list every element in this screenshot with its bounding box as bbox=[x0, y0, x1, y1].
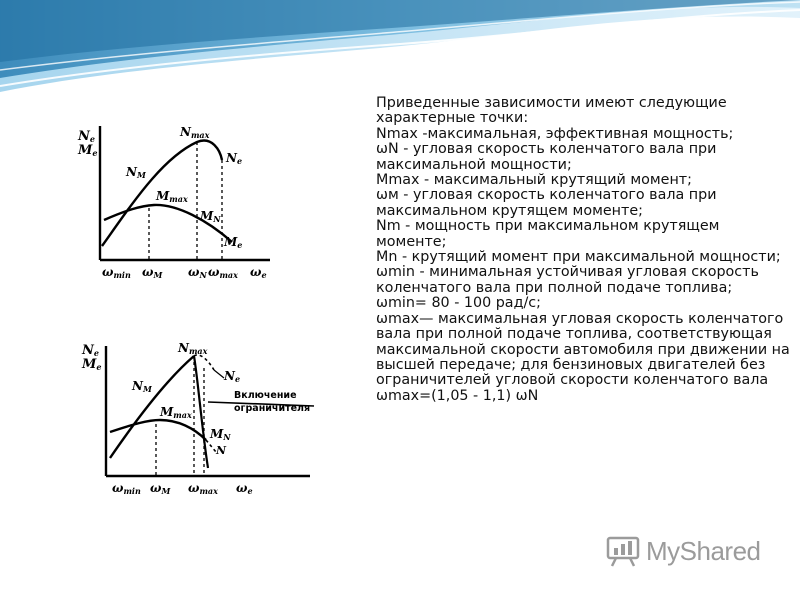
presentation-board-icon bbox=[606, 534, 640, 568]
label-n: N bbox=[216, 444, 227, 457]
figure-power-torque-with-limiter bbox=[74, 340, 320, 496]
brand-watermark bbox=[606, 533, 761, 569]
figure-power-torque-curves bbox=[72, 120, 274, 282]
text-line: ωм - угловая скорость коленчатого вала при максимальном крутящем моменте; bbox=[376, 187, 717, 219]
text-line: ωmax— максимальная угловая скорость коленчатого вала при полной подаче топлива, соответствующая максимальной скорости автомобиля при движении на высшей передаче; для бензиновых двигателей без ограничителей угловой скорости коленчатого вала ωmax=(1,05 - 1,1) ωN bbox=[376, 310, 790, 404]
text-line: ωN - угловая скорость коленчатого вала при максимальной мощности; bbox=[376, 141, 717, 173]
x-tick-omega-m: ωM bbox=[142, 265, 163, 280]
label-mn: MN bbox=[200, 209, 221, 224]
text-line: ωmin - минимальная устойчивая угловая скорость коленчатого вала при полной подаче топлива; bbox=[376, 264, 759, 296]
header-wave-decoration bbox=[0, 0, 800, 100]
x-axis-label: ωe bbox=[250, 265, 267, 280]
x-tick-omega-m: ωM bbox=[150, 481, 171, 496]
x-tick-omega-min: ωmin bbox=[112, 481, 141, 496]
limiter-drop-line bbox=[194, 356, 208, 468]
text-line: ωmin= 80 - 100 рад/с; bbox=[376, 295, 541, 312]
x-tick-omega-max: ωmax bbox=[188, 481, 218, 496]
label-nm: NM bbox=[126, 165, 146, 180]
x-tick-omega-n: ωN bbox=[188, 265, 207, 280]
power-curve bbox=[110, 356, 194, 458]
y-axis-label-power: Ne bbox=[82, 343, 99, 358]
slide-text-block bbox=[374, 96, 792, 404]
x-tick-omega-max: ωmax bbox=[208, 265, 238, 280]
label-nmax: Nmax bbox=[178, 341, 208, 356]
x-tick-omega-min: ωmin bbox=[102, 265, 131, 280]
y-axis-label-torque: Me bbox=[82, 357, 102, 372]
text-line: Приведенные зависимости имеют следующие характерные точки: bbox=[376, 95, 727, 127]
label-mmax: Mmax bbox=[156, 189, 188, 204]
limiter-label-line2: ограничителя bbox=[234, 403, 311, 414]
label-nm: NM bbox=[132, 379, 152, 394]
label-nmax: Nmax bbox=[180, 125, 210, 140]
text-line: Nm - мощность при максимальном крутящем моменте; bbox=[376, 218, 720, 250]
brand-name: MyShared bbox=[646, 535, 761, 566]
text-line: Mmax - максимальный крутящий момент; bbox=[376, 172, 692, 189]
label-me: Me bbox=[224, 235, 243, 250]
label-mn: MN bbox=[210, 427, 231, 442]
text-line: Mn - крутящий момент при максимальной мощности; bbox=[376, 249, 781, 266]
axes bbox=[100, 126, 270, 260]
label-ne: Ne bbox=[226, 151, 243, 166]
y-axis-label-torque: Me bbox=[78, 143, 98, 158]
text-line: Nmax -максимальная, эффективная мощность; bbox=[376, 125, 734, 142]
limiter-label-line1: Включение bbox=[234, 390, 297, 401]
y-axis-label-power: Ne bbox=[78, 129, 95, 144]
x-axis-label: ωe bbox=[236, 481, 253, 496]
label-mmax: Mmax bbox=[160, 405, 192, 420]
label-ne: Ne bbox=[224, 369, 241, 384]
